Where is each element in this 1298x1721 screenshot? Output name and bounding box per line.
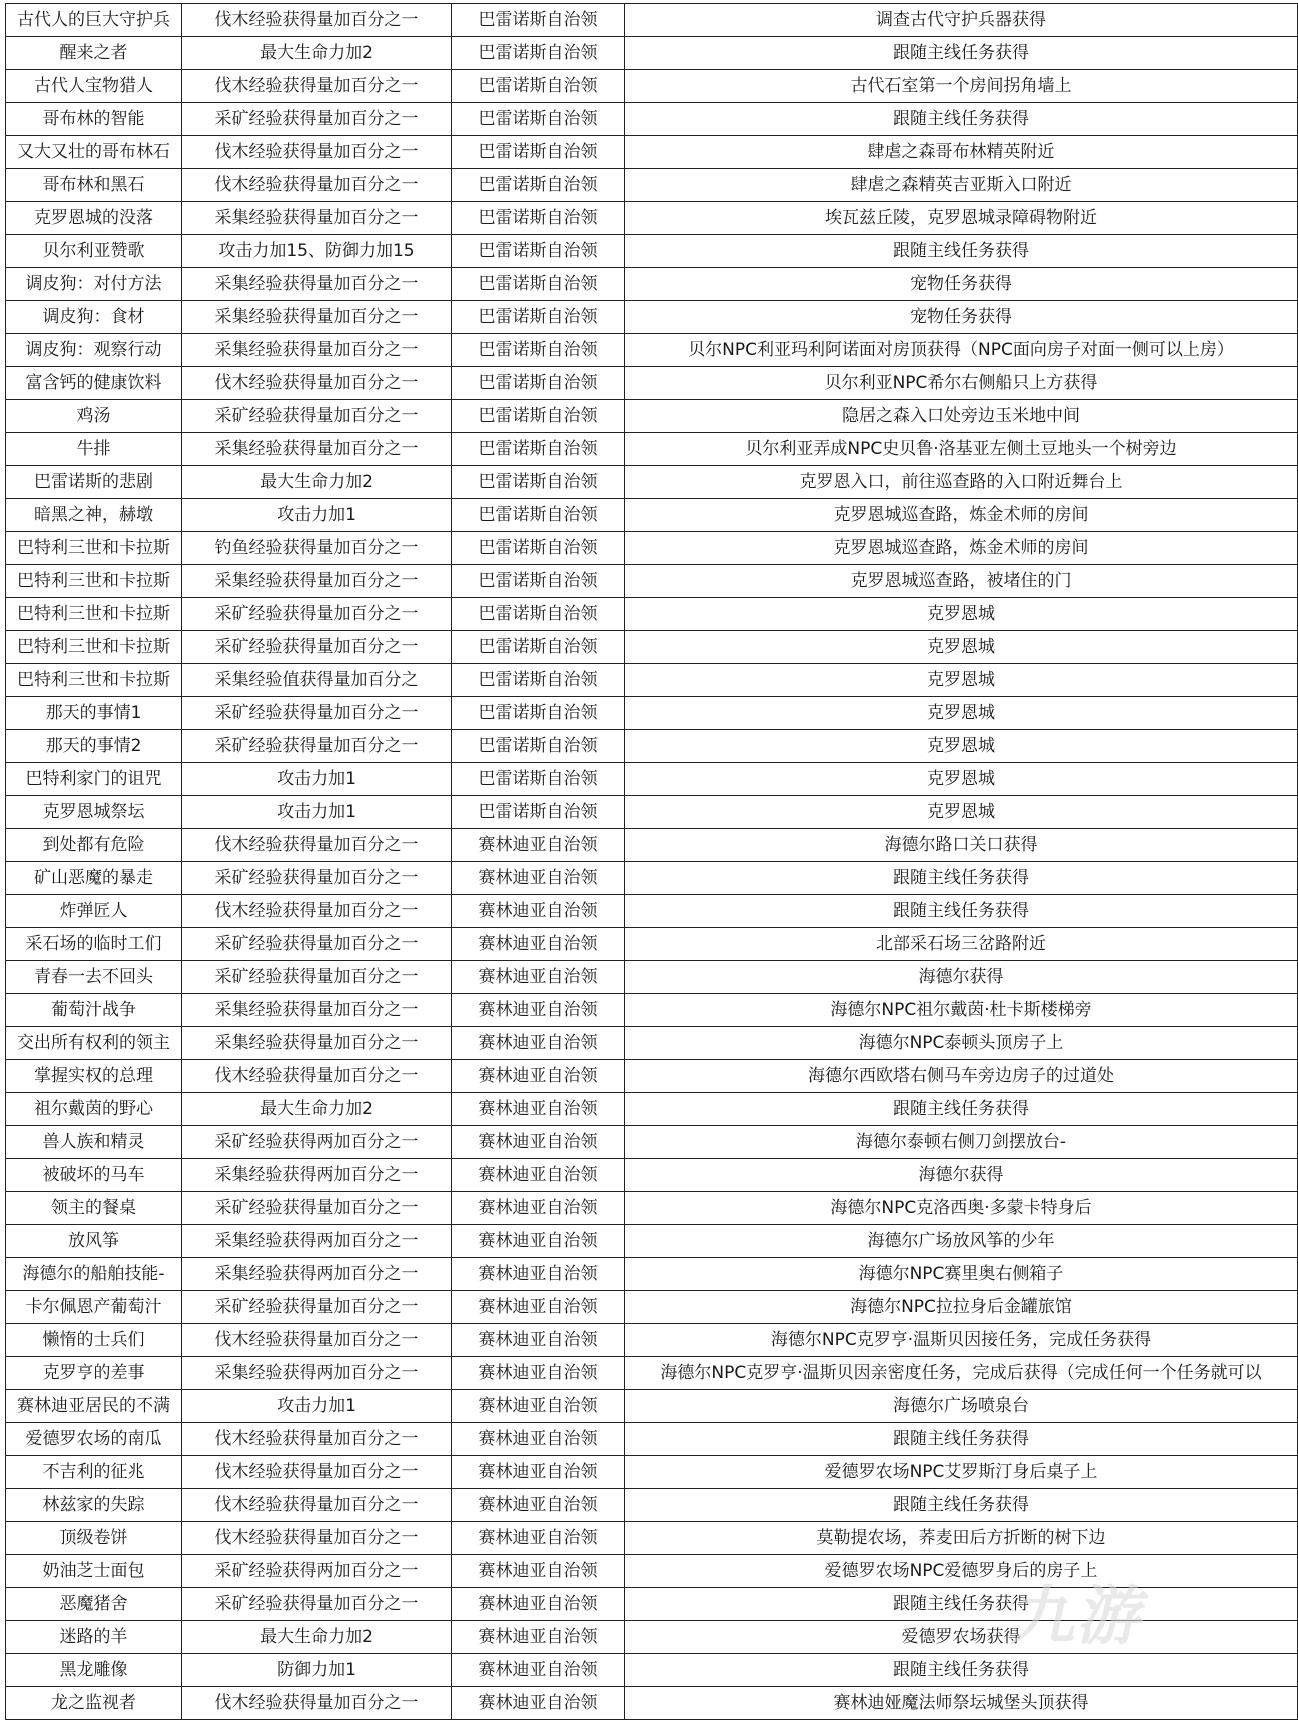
region-cell: 巴雷诺斯自治领 — [452, 103, 625, 136]
effect-cell: 攻击力加1 — [182, 796, 452, 829]
location-cell: 海德尔泰顿右侧刀剑摆放台- — [625, 1126, 1298, 1159]
table-row — [6, 235, 1298, 268]
knowledge-name-cell: 巴特利三世和卡拉斯 — [6, 664, 182, 697]
region-cell: 巴雷诺斯自治领 — [452, 268, 625, 301]
effect-cell: 伐木经验获得量加百分之一 — [182, 1687, 452, 1720]
table-row — [6, 1225, 1298, 1258]
knowledge-name-cell: 鸡汤 — [6, 400, 182, 433]
knowledge-name-cell: 恶魔猪舍 — [6, 1588, 182, 1621]
knowledge-name-cell: 迷路的羊 — [6, 1621, 182, 1654]
location-cell: 跟随主线任务获得 — [625, 1093, 1298, 1126]
effect-cell: 采矿经验获得量加百分之一 — [182, 631, 452, 664]
location-cell: 克罗恩城 — [625, 763, 1298, 796]
region-cell: 巴雷诺斯自治领 — [452, 697, 625, 730]
knowledge-name-cell: 爱德罗农场的南瓜 — [6, 1423, 182, 1456]
location-cell: 海德尔广场放风筝的少年 — [625, 1225, 1298, 1258]
knowledge-name-cell: 古代人的巨大守护兵 — [6, 4, 182, 37]
region-cell: 赛林迪亚自治领 — [452, 1159, 625, 1192]
table-row — [6, 598, 1298, 631]
effect-cell: 采矿经验获得量加百分之一 — [182, 598, 452, 631]
location-cell: 贝尔利亚弄成NPC史贝鲁·洛基亚左侧土豆地头一个树旁边 — [625, 433, 1298, 466]
region-cell: 赛林迪亚自治领 — [452, 1060, 625, 1093]
table-row — [6, 631, 1298, 664]
knowledge-name-cell: 巴特利三世和卡拉斯 — [6, 631, 182, 664]
effect-cell: 防御力加1 — [182, 1654, 452, 1687]
region-cell: 巴雷诺斯自治领 — [452, 37, 625, 70]
table-row — [6, 136, 1298, 169]
effect-cell: 采矿经验获得量加百分之一 — [182, 400, 452, 433]
location-cell: 克罗恩城 — [625, 664, 1298, 697]
table-row — [6, 730, 1298, 763]
region-cell: 巴雷诺斯自治领 — [452, 202, 625, 235]
effect-cell: 采集经验获得量加百分之一 — [182, 433, 452, 466]
effect-cell: 采集经验获得两加百分之一 — [182, 1357, 452, 1390]
effect-cell: 伐木经验获得量加百分之一 — [182, 1324, 452, 1357]
location-cell: 克罗恩城 — [625, 697, 1298, 730]
knowledge-name-cell: 懒惰的士兵们 — [6, 1324, 182, 1357]
knowledge-name-cell: 顶级卷饼 — [6, 1522, 182, 1555]
table-row — [6, 1522, 1298, 1555]
location-cell: 海德尔广场喷泉台 — [625, 1390, 1298, 1423]
knowledge-name-cell: 暗黑之神，赫墩 — [6, 499, 182, 532]
region-cell: 巴雷诺斯自治领 — [452, 70, 625, 103]
knowledge-name-cell: 巴雷诺斯的悲剧 — [6, 466, 182, 499]
table-row — [6, 1093, 1298, 1126]
table-row — [6, 1291, 1298, 1324]
effect-cell: 伐木经验获得量加百分之一 — [182, 1522, 452, 1555]
table-row — [6, 433, 1298, 466]
knowledge-name-cell: 交出所有权利的领主 — [6, 1027, 182, 1060]
effect-cell: 采矿经验获得量加百分之一 — [182, 697, 452, 730]
knowledge-name-cell: 调皮狗：对付方法 — [6, 268, 182, 301]
table-row — [6, 895, 1298, 928]
table-row — [6, 961, 1298, 994]
location-cell: 克罗恩城 — [625, 631, 1298, 664]
region-cell: 赛林迪亚自治领 — [452, 994, 625, 1027]
knowledge-name-cell: 被破坏的马车 — [6, 1159, 182, 1192]
knowledge-table-container — [5, 3, 1298, 1720]
region-cell: 赛林迪亚自治领 — [452, 928, 625, 961]
watermark-logo: 九游 — [1006, 1580, 1155, 1654]
location-cell: 跟随主线任务获得 — [625, 37, 1298, 70]
knowledge-name-cell: 那天的事情1 — [6, 697, 182, 730]
effect-cell: 采集经验获得量加百分之一 — [182, 268, 452, 301]
location-cell: 海德尔获得 — [625, 1159, 1298, 1192]
region-cell: 赛林迪亚自治领 — [452, 862, 625, 895]
knowledge-name-cell: 葡萄汁战争 — [6, 994, 182, 1027]
table-row — [6, 301, 1298, 334]
location-cell: 北部采石场三岔路附近 — [625, 928, 1298, 961]
location-cell: 克罗恩城 — [625, 796, 1298, 829]
region-cell: 巴雷诺斯自治领 — [452, 433, 625, 466]
effect-cell: 伐木经验获得量加百分之一 — [182, 1423, 452, 1456]
table-row — [6, 103, 1298, 136]
knowledge-name-cell: 奶油芝士面包 — [6, 1555, 182, 1588]
table-row — [6, 466, 1298, 499]
region-cell: 巴雷诺斯自治领 — [452, 4, 625, 37]
location-cell: 海德尔西欧塔右侧马车旁边房子的过道处 — [625, 1060, 1298, 1093]
effect-cell: 最大生命力加2 — [182, 1093, 452, 1126]
knowledge-name-cell: 兽人族和精灵 — [6, 1126, 182, 1159]
knowledge-name-cell: 克罗亨的差事 — [6, 1357, 182, 1390]
table-row — [6, 400, 1298, 433]
region-cell: 赛林迪亚自治领 — [452, 1324, 625, 1357]
region-cell: 赛林迪亚自治领 — [452, 1258, 625, 1291]
region-cell: 巴雷诺斯自治领 — [452, 664, 625, 697]
knowledge-name-cell: 巴特利三世和卡拉斯 — [6, 565, 182, 598]
knowledge-name-cell: 林兹家的失踪 — [6, 1489, 182, 1522]
knowledge-name-cell: 哥布林的智能 — [6, 103, 182, 136]
effect-cell: 采矿经验获得量加百分之一 — [182, 1291, 452, 1324]
location-cell: 海德尔NPC拉拉身后金罐旅馆 — [625, 1291, 1298, 1324]
region-cell: 赛林迪亚自治领 — [452, 1687, 625, 1720]
knowledge-name-cell: 不吉利的征兆 — [6, 1456, 182, 1489]
knowledge-name-cell: 矿山恶魔的暴走 — [6, 862, 182, 895]
location-cell: 跟随主线任务获得 — [625, 1489, 1298, 1522]
table-row — [6, 1456, 1298, 1489]
location-cell: 海德尔NPC克罗亨·温斯贝因亲密度任务，完成后获得（完成任何一个任务就可以 — [625, 1357, 1298, 1390]
location-cell: 跟随主线任务获得 — [625, 103, 1298, 136]
table-row — [6, 1159, 1298, 1192]
knowledge-name-cell: 调皮狗：食材 — [6, 301, 182, 334]
region-cell: 赛林迪亚自治领 — [452, 1555, 625, 1588]
knowledge-name-cell: 古代人宝物猎人 — [6, 70, 182, 103]
location-cell: 爱德罗农场NPC艾罗斯汀身后桌子上 — [625, 1456, 1298, 1489]
effect-cell: 采矿经验获得两加百分之一 — [182, 1126, 452, 1159]
effect-cell: 最大生命力加2 — [182, 37, 452, 70]
location-cell: 宠物任务获得 — [625, 301, 1298, 334]
table-row — [6, 1489, 1298, 1522]
location-cell: 莫勒提农场，荞麦田后方折断的树下边 — [625, 1522, 1298, 1555]
knowledge-name-cell: 贝尔利亚赞歌 — [6, 235, 182, 268]
effect-cell: 采集经验获得量加百分之一 — [182, 565, 452, 598]
region-cell: 赛林迪亚自治领 — [452, 829, 625, 862]
region-cell: 赛林迪亚自治领 — [452, 1192, 625, 1225]
knowledge-name-cell: 巴特利家门的诅咒 — [6, 763, 182, 796]
table-row — [6, 1687, 1298, 1720]
effect-cell: 采矿经验获得量加百分之一 — [182, 730, 452, 763]
effect-cell: 采矿经验获得两加百分之一 — [182, 1555, 452, 1588]
region-cell: 巴雷诺斯自治领 — [452, 499, 625, 532]
effect-cell: 采集经验获得量加百分之一 — [182, 994, 452, 1027]
knowledge-name-cell: 牛排 — [6, 433, 182, 466]
knowledge-name-cell: 赛林迪亚居民的不满 — [6, 1390, 182, 1423]
effect-cell: 最大生命力加2 — [182, 1621, 452, 1654]
region-cell: 巴雷诺斯自治领 — [452, 136, 625, 169]
table-row — [6, 1060, 1298, 1093]
knowledge-name-cell: 领主的餐桌 — [6, 1192, 182, 1225]
region-cell: 巴雷诺斯自治领 — [452, 334, 625, 367]
effect-cell: 伐木经验获得量加百分之一 — [182, 1489, 452, 1522]
table-row — [6, 499, 1298, 532]
effect-cell: 采集经验获得两加百分之一 — [182, 1225, 452, 1258]
region-cell: 巴雷诺斯自治领 — [452, 169, 625, 202]
location-cell: 克罗恩城巡查路，被堵住的门 — [625, 565, 1298, 598]
table-row — [6, 1126, 1298, 1159]
effect-cell: 伐木经验获得量加百分之一 — [182, 1060, 452, 1093]
effect-cell: 最大生命力加2 — [182, 466, 452, 499]
region-cell: 巴雷诺斯自治领 — [452, 565, 625, 598]
location-cell: 海德尔NPC赛里奥右侧箱子 — [625, 1258, 1298, 1291]
knowledge-name-cell: 到处都有危险 — [6, 829, 182, 862]
knowledge-name-cell: 采石场的临时工们 — [6, 928, 182, 961]
table-row — [6, 829, 1298, 862]
table-row — [6, 367, 1298, 400]
effect-cell: 伐木经验获得量加百分之一 — [182, 136, 452, 169]
effect-cell: 采集经验获得量加百分之一 — [182, 301, 452, 334]
location-cell: 贝尔NPC利亚玛利阿诺面对房顶获得（NPC面向房子对面一侧可以上房） — [625, 334, 1298, 367]
table-row — [6, 664, 1298, 697]
effect-cell: 钓鱼经验获得量加百分之一 — [182, 532, 452, 565]
effect-cell: 采矿经验获得量加百分之一 — [182, 103, 452, 136]
knowledge-table — [5, 3, 1298, 1720]
effect-cell: 攻击力加15、防御力加15 — [182, 235, 452, 268]
table-row — [6, 763, 1298, 796]
table-row — [6, 862, 1298, 895]
table-row — [6, 1357, 1298, 1390]
knowledge-name-cell: 富含钙的健康饮料 — [6, 367, 182, 400]
location-cell: 跟随主线任务获得 — [625, 235, 1298, 268]
location-cell: 海德尔获得 — [625, 961, 1298, 994]
region-cell: 巴雷诺斯自治领 — [452, 730, 625, 763]
region-cell: 巴雷诺斯自治领 — [452, 532, 625, 565]
location-cell: 肆虐之森精英吉亚斯入口附近 — [625, 169, 1298, 202]
table-row — [6, 1654, 1298, 1687]
knowledge-name-cell: 克罗恩城祭坛 — [6, 796, 182, 829]
location-cell: 爱德罗农场获得 — [625, 1621, 1298, 1654]
table-row — [6, 4, 1298, 37]
location-cell: 跟随主线任务获得 — [625, 1654, 1298, 1687]
table-body — [6, 4, 1298, 1720]
effect-cell: 伐木经验获得量加百分之一 — [182, 895, 452, 928]
region-cell: 赛林迪亚自治领 — [452, 1489, 625, 1522]
knowledge-name-cell: 祖尔戴茵的野心 — [6, 1093, 182, 1126]
effect-cell: 攻击力加1 — [182, 1390, 452, 1423]
region-cell: 巴雷诺斯自治领 — [452, 796, 625, 829]
table-row — [6, 1027, 1298, 1060]
table-row — [6, 334, 1298, 367]
table-row — [6, 532, 1298, 565]
effect-cell: 采集经验获得量加百分之一 — [182, 334, 452, 367]
effect-cell: 采矿经验获得量加百分之一 — [182, 1588, 452, 1621]
knowledge-name-cell: 炸弹匠人 — [6, 895, 182, 928]
location-cell: 克罗恩城 — [625, 730, 1298, 763]
region-cell: 巴雷诺斯自治领 — [452, 400, 625, 433]
region-cell: 巴雷诺斯自治领 — [452, 631, 625, 664]
region-cell: 赛林迪亚自治领 — [452, 1027, 625, 1060]
effect-cell: 采矿经验获得量加百分之一 — [182, 928, 452, 961]
effect-cell: 采集经验值获得量加百分之 — [182, 664, 452, 697]
table-row — [6, 1258, 1298, 1291]
knowledge-name-cell: 克罗恩城的没落 — [6, 202, 182, 235]
table-row — [6, 202, 1298, 235]
effect-cell: 伐木经验获得量加百分之一 — [182, 169, 452, 202]
table-row — [6, 994, 1298, 1027]
effect-cell: 伐木经验获得量加百分之一 — [182, 1456, 452, 1489]
knowledge-name-cell: 巴特利三世和卡拉斯 — [6, 598, 182, 631]
region-cell: 赛林迪亚自治领 — [452, 895, 625, 928]
location-cell: 贝尔利亚NPC希尔右侧船只上方获得 — [625, 367, 1298, 400]
location-cell: 跟随主线任务获得 — [625, 1588, 1298, 1621]
knowledge-name-cell: 掌握实权的总理 — [6, 1060, 182, 1093]
region-cell: 赛林迪亚自治领 — [452, 1225, 625, 1258]
location-cell: 克罗恩城巡查路，炼金术师的房间 — [625, 499, 1298, 532]
region-cell: 巴雷诺斯自治领 — [452, 301, 625, 334]
location-cell: 调查古代守护兵器获得 — [625, 4, 1298, 37]
knowledge-name-cell: 巴特利三世和卡拉斯 — [6, 532, 182, 565]
location-cell: 跟随主线任务获得 — [625, 895, 1298, 928]
effect-cell: 伐木经验获得量加百分之一 — [182, 70, 452, 103]
effect-cell: 采集经验获得两加百分之一 — [182, 1258, 452, 1291]
location-cell: 跟随主线任务获得 — [625, 862, 1298, 895]
region-cell: 赛林迪亚自治领 — [452, 1654, 625, 1687]
knowledge-name-cell: 调皮狗：观察行动 — [6, 334, 182, 367]
region-cell: 巴雷诺斯自治领 — [452, 598, 625, 631]
knowledge-name-cell: 卡尔佩恩产葡萄汁 — [6, 1291, 182, 1324]
effect-cell: 采集经验获得量加百分之一 — [182, 202, 452, 235]
table-row — [6, 928, 1298, 961]
table-row — [6, 796, 1298, 829]
effect-cell: 攻击力加1 — [182, 763, 452, 796]
region-cell: 赛林迪亚自治领 — [452, 1390, 625, 1423]
location-cell: 海德尔NPC克洛西奥·多蒙卡特身后 — [625, 1192, 1298, 1225]
table-row — [6, 565, 1298, 598]
region-cell: 赛林迪亚自治领 — [452, 1423, 625, 1456]
table-row — [6, 37, 1298, 70]
location-cell: 克罗恩入口，前往巡查路的入口附近舞台上 — [625, 466, 1298, 499]
knowledge-name-cell: 又大又壮的哥布林石 — [6, 136, 182, 169]
region-cell: 赛林迪亚自治领 — [452, 1588, 625, 1621]
location-cell: 海德尔路口关口获得 — [625, 829, 1298, 862]
effect-cell: 采集经验获得两加百分之一 — [182, 1159, 452, 1192]
region-cell: 巴雷诺斯自治领 — [452, 367, 625, 400]
table-row — [6, 1390, 1298, 1423]
effect-cell: 伐木经验获得量加百分之一 — [182, 367, 452, 400]
region-cell: 赛林迪亚自治领 — [452, 1522, 625, 1555]
knowledge-name-cell: 青春一去不回头 — [6, 961, 182, 994]
table-row — [6, 268, 1298, 301]
knowledge-name-cell: 龙之监视者 — [6, 1687, 182, 1720]
effect-cell: 采集经验获得量加百分之一 — [182, 1027, 452, 1060]
location-cell: 海德尔NPC祖尔戴茵·杜卡斯楼梯旁 — [625, 994, 1298, 1027]
location-cell: 赛林迪娅魔法师祭坛城堡头顶获得 — [625, 1687, 1298, 1720]
region-cell: 巴雷诺斯自治领 — [452, 235, 625, 268]
effect-cell: 攻击力加1 — [182, 499, 452, 532]
location-cell: 克罗恩城 — [625, 598, 1298, 631]
region-cell: 赛林迪亚自治领 — [452, 1357, 625, 1390]
region-cell: 巴雷诺斯自治领 — [452, 763, 625, 796]
region-cell: 赛林迪亚自治领 — [452, 1621, 625, 1654]
region-cell: 赛林迪亚自治领 — [452, 1093, 625, 1126]
knowledge-name-cell: 那天的事情2 — [6, 730, 182, 763]
region-cell: 巴雷诺斯自治领 — [452, 466, 625, 499]
table-row — [6, 1423, 1298, 1456]
location-cell: 宠物任务获得 — [625, 268, 1298, 301]
table-row — [6, 697, 1298, 730]
table-row — [6, 1192, 1298, 1225]
knowledge-name-cell: 哥布林和黑石 — [6, 169, 182, 202]
location-cell: 隐居之森入口处旁边玉米地中间 — [625, 400, 1298, 433]
effect-cell: 采矿经验获得量加百分之一 — [182, 862, 452, 895]
knowledge-name-cell: 放风筝 — [6, 1225, 182, 1258]
location-cell: 海德尔NPC克罗亨·温斯贝因接任务，完成任务获得 — [625, 1324, 1298, 1357]
knowledge-name-cell: 黑龙雕像 — [6, 1654, 182, 1687]
effect-cell: 采矿经验获得量加百分之一 — [182, 1192, 452, 1225]
knowledge-name-cell: 醒来之者 — [6, 37, 182, 70]
region-cell: 赛林迪亚自治领 — [452, 961, 625, 994]
location-cell: 古代石室第一个房间拐角墙上 — [625, 70, 1298, 103]
location-cell: 海德尔NPC泰顿头顶房子上 — [625, 1027, 1298, 1060]
table-row — [6, 169, 1298, 202]
table-row — [6, 1324, 1298, 1357]
knowledge-name-cell: 海德尔的船舶技能- — [6, 1258, 182, 1291]
region-cell: 赛林迪亚自治领 — [452, 1126, 625, 1159]
region-cell: 赛林迪亚自治领 — [452, 1456, 625, 1489]
location-cell: 爱德罗农场NPC爱德罗身后的房子上 — [625, 1555, 1298, 1588]
effect-cell: 采矿经验获得量加百分之一 — [182, 961, 452, 994]
location-cell: 跟随主线任务获得 — [625, 1423, 1298, 1456]
location-cell: 肆虐之森哥布林精英附近 — [625, 136, 1298, 169]
region-cell: 赛林迪亚自治领 — [452, 1291, 625, 1324]
effect-cell: 伐木经验获得量加百分之一 — [182, 829, 452, 862]
effect-cell: 伐木经验获得量加百分之一 — [182, 4, 452, 37]
table-row — [6, 70, 1298, 103]
location-cell: 克罗恩城巡查路，炼金术师的房间 — [625, 532, 1298, 565]
location-cell: 埃瓦兹丘陵，克罗恩城录障碍物附近 — [625, 202, 1298, 235]
